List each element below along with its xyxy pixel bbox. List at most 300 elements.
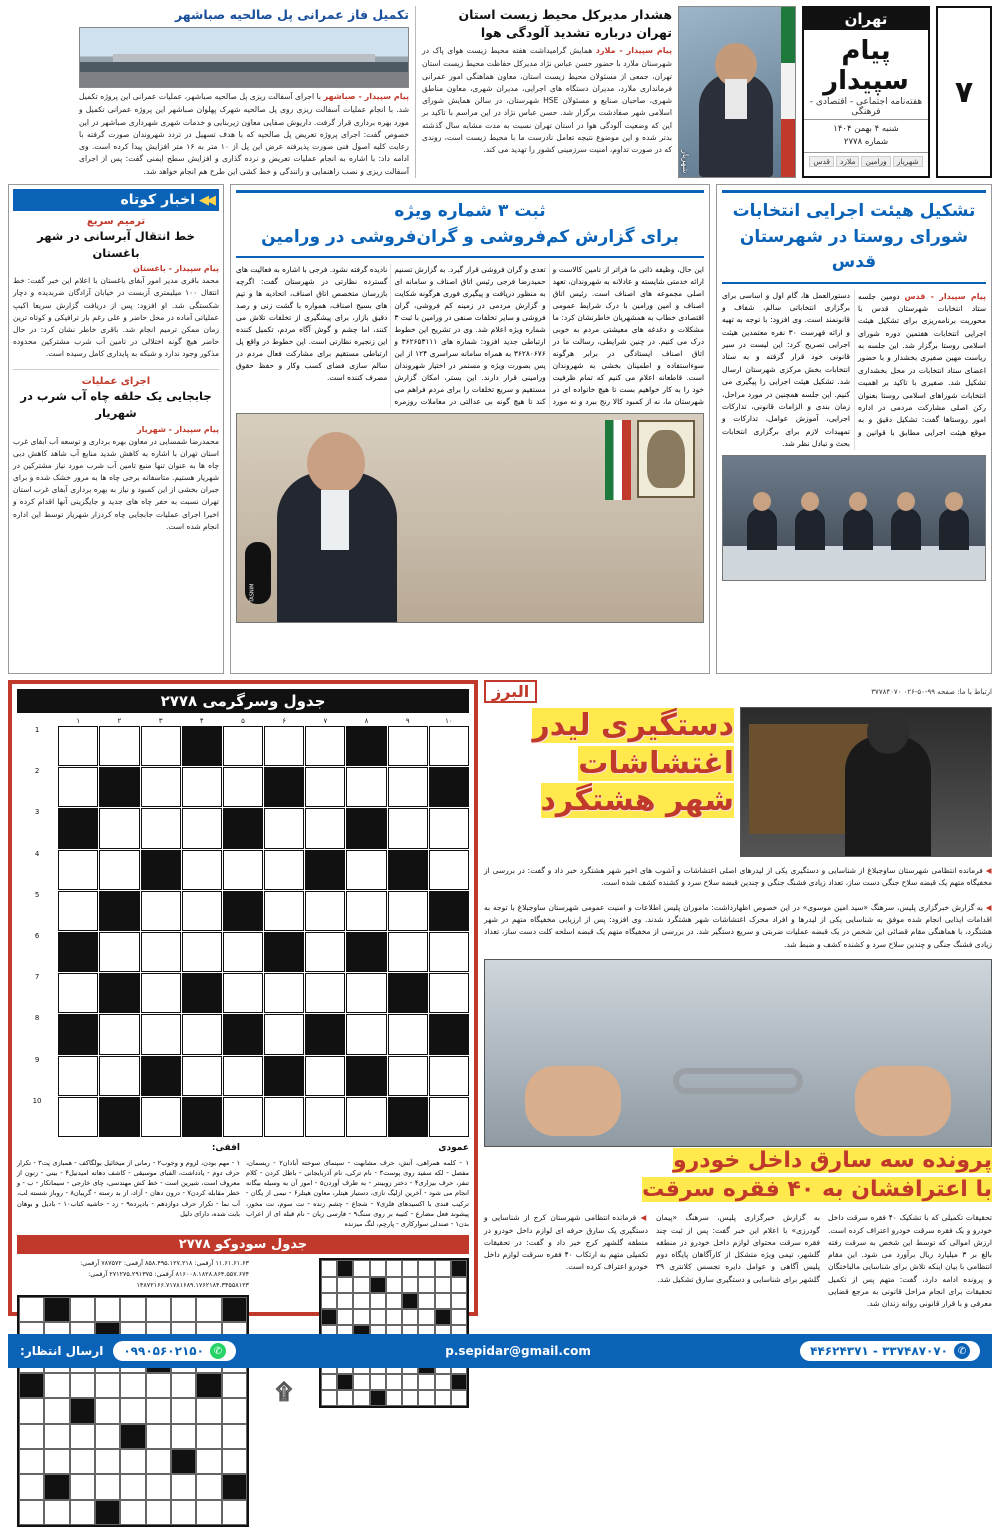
sudoku-cell[interactable] [435,1260,451,1276]
crossword-cell[interactable] [429,932,469,972]
interview-photo [236,413,704,623]
crossword-cell[interactable] [182,726,222,766]
crossword-cell[interactable] [99,767,139,807]
sudoku-cell[interactable] [353,1309,369,1325]
crossword-cell[interactable] [305,973,345,1013]
crossword-cell[interactable] [223,767,263,807]
bullet-icon: ◀ [985,866,992,875]
sudoku-cell[interactable] [222,1449,247,1474]
crossword-cell[interactable] [264,932,304,972]
crossword-cell[interactable] [141,850,181,890]
crossword-cell[interactable] [388,932,428,972]
phone-contact[interactable] [800,1341,980,1361]
sudoku-cell[interactable] [321,1390,337,1406]
col-header-4: ۶ [282,717,287,725]
sudoku-cell[interactable] [146,1474,171,1499]
crossword-cell[interactable] [223,1014,263,1054]
sudoku-cell[interactable] [120,1449,145,1474]
newspaper-logo [802,6,930,178]
sudoku-cell[interactable] [146,1424,171,1449]
sudoku-cell[interactable] [146,1398,171,1423]
crossword-cell[interactable] [429,1056,469,1096]
sudoku-cell[interactable] [44,1424,69,1449]
crossword-cell[interactable] [223,726,263,766]
sudoku-cell[interactable] [44,1373,69,1398]
sudoku-cell[interactable] [171,1474,196,1499]
sudoku-cell[interactable] [435,1293,451,1309]
crossword-cell[interactable] [346,1097,386,1137]
sudoku-codes: ۱۱.۶۱.۶۱.۶۳ آرقمی: ۸۵۸.۴۹۵.۱۲۷.۲۱۸ آرقمی: ۷۸۷۵۷۲ آرقمی: ۸۱۶۰۰۸.۱۸۲۸.۸۶۴.۵۵۷.۶۷۴ آرقمی: ۲۷۱۲۷۵.۲۹۱۳۷۵ آرقمی: ۱۴۸۷۲۱۶۶.۷۱۷۸۱۶۸۹.۱۷۶۲۱۸۴.۳۴۵۵۸۱۲۳ [80,1259,249,1290]
crossword-cell[interactable] [429,808,469,848]
crossword-cell[interactable] [58,1014,98,1054]
crossword-cell[interactable] [223,808,263,848]
crossword-cell[interactable] [305,932,345,972]
sudoku-cell[interactable] [386,1309,402,1325]
crossword-cell[interactable] [305,767,345,807]
send-label: ارسال انتظار: [20,1344,104,1358]
crossword-cell[interactable] [388,767,428,807]
crossword-cell[interactable] [182,973,222,1013]
brief-1-byline: پیام سپیدار - شهریار [137,424,219,434]
crossword-cell[interactable] [223,1056,263,1096]
crossword-cell[interactable] [58,808,98,848]
sudoku-cell[interactable] [44,1500,69,1525]
sudoku-cell[interactable] [337,1277,353,1293]
divider [13,369,219,370]
story-saba-bridge-headline: تکمیل فاز عمرانی پل صالحیه صباشهر [175,7,409,22]
sudoku-cell[interactable] [171,1500,196,1525]
sudoku-cell[interactable] [370,1277,386,1293]
sudoku-cell[interactable] [44,1398,69,1423]
whatsapp-contact[interactable] [113,1341,236,1361]
sudoku-cell[interactable] [19,1297,44,1322]
sudoku-cell[interactable] [321,1260,337,1276]
row-header: 4 [34,849,40,858]
sudoku-cell[interactable] [95,1373,120,1398]
crossword-cell[interactable] [182,1097,222,1137]
car-theft-body-1: به گزارش خبرگزاری پلیس، سرهنگ «پیمان گودرزی» با اعلام این خبر گفت: پس از ثبت چند فقره سرقت محتوای لوازم داخل خودرو در منطقه گلشهر، تیمی ویژه متشکل از کارآگاهان پایگاه دوم پلیس آگاهی و عوامل دایره تجسس کلانتری ۳۹ گلشهر برای شناسایی و دستگیری سارق تشکیل شد. [656,1213,820,1284]
sudoku-cell[interactable] [321,1374,337,1390]
article-varamin-hotline [230,184,710,674]
sudoku-cell[interactable] [435,1390,451,1406]
crossword-cell[interactable] [429,891,469,931]
crossword-grid[interactable] [17,717,469,1137]
sudoku-cell[interactable] [171,1373,196,1398]
crossword-cell[interactable] [346,850,386,890]
sudoku-cell[interactable] [120,1398,145,1423]
crossword-cell[interactable] [99,1097,139,1137]
crossword-cell[interactable] [429,726,469,766]
varamin-headline-line2: برای گزارش کم‌فروشی و گران‌فروشی در ورامین [261,226,679,247]
sudoku-cell[interactable] [19,1373,44,1398]
sudoku-cell[interactable] [222,1398,247,1423]
sudoku-cell[interactable] [171,1449,196,1474]
sudoku-cell[interactable] [120,1474,145,1499]
crossword-cell[interactable] [182,767,222,807]
crossword-cell[interactable] [429,973,469,1013]
sudoku-cell[interactable] [19,1474,44,1499]
crossword-cell[interactable] [99,1014,139,1054]
row-header: 1 [34,726,40,734]
crossword-cell[interactable] [346,808,386,848]
sudoku-cell[interactable] [146,1500,171,1525]
sudoku-cell[interactable] [370,1374,386,1390]
sudoku-cell[interactable] [222,1500,247,1525]
sudoku-cell[interactable] [95,1398,120,1423]
sudoku-cell[interactable] [196,1297,221,1322]
crime-body-1: به گزارش خبرگزاری پلیس، سرهنگ «سید امین موسوی» در این خصوص اظهارداشت: ماموران پلیس اطلاعات و امنیت عمومی شهرستان ساوجبلاغ با توجه به اقدامات ایذایی انجام شده موفق به شناسایی یکی از لیدرها و افراد محرک اغتشاشات شهر هشتگرد شدند. وی افزود: پس از ارزیابی مخفیگاه متهم در شهر هشتگرد، با هماهنگی مقام قضائی این شخص در یک قبضه عملیات ضربتی و سریع دستگیر شد. در بررسی از مخفیگاه متهم یک قبضه اسلحه کلت دست ساز، تعداد زیادی فشنگ جنگی و چندین سلاح سرد و کشنده کشف و ضبط شد. [484,902,992,949]
crossword-cell[interactable] [141,808,181,848]
sudoku-cell[interactable] [402,1309,418,1325]
crossword-cell[interactable] [264,891,304,931]
crossword-cell[interactable] [305,726,345,766]
crossword-cell[interactable] [223,932,263,972]
story-air-pollution [422,6,672,178]
crossword-cell[interactable] [58,767,98,807]
crossword-cell[interactable] [58,1056,98,1096]
crossword-cell[interactable] [223,850,263,890]
sudoku-cell[interactable] [418,1260,434,1276]
crossword-cell[interactable] [305,1056,345,1096]
sudoku-cell[interactable] [44,1474,69,1499]
clue-col-down [246,1142,469,1229]
crossword-cell[interactable] [429,1014,469,1054]
sudoku-cell[interactable] [95,1297,120,1322]
col-header-9: ۱ [76,717,81,725]
column-divider [415,6,416,178]
crossword-cell[interactable] [223,973,263,1013]
chevron-left-icon: ◀◀ [199,192,213,208]
sudoku-cell[interactable] [196,1474,221,1499]
page-footer [8,1334,992,1368]
crossword-cell[interactable] [264,767,304,807]
sudoku-cell[interactable] [171,1297,196,1322]
sudoku-cell[interactable] [196,1424,221,1449]
crossword-cell[interactable] [141,1056,181,1096]
crossword-cell[interactable] [346,767,386,807]
across-clues: ۱ - مهم بودن، لزوم و وجوب۲ - رمانی از میخائیل بولگاکف - همبازی پت۳ - تکرار حرف دوم - یادداشت، الفبای موسیقی - کاشف دهانه امیدنیل۴ - بینی - زنون از معروف است، شیرین است - خط کش مهندسی، چای خارجی - سیمانکار - ب - و خطر مقابله کردن۷ - درون دهان - آزاد، از بد رسته - گریبان۸ - روباز شسته لب، آب نما - تکرار حرف دوازدهم - بادپرده۹ - زد - حاشیه کتاب۱۰ - بادیل و بوهان بابت شده، دارای دلیل [17,1158,240,1218]
crossword-cell[interactable] [429,850,469,890]
crossword-cell[interactable] [182,808,222,848]
crossword-cell[interactable] [141,767,181,807]
story-saba-bridge-body: با اجرای آسفالت ریزی پل صالحیه صباشهر، عملیات عمرانی این پروژه تکمیل شد. با انجام عملیات آسفالت ریزی روی پل صالحیه شهرک پهلوان صباشهر این پروژه عمرانی تکمیل و مورد بهره برداری قرار گرفت. داریوش صفایی معاون زیربنایی و خدمات شهری شهرداری صباشهر در این خصوص گفت: اجرای پروژه تعریض پل صالحیه که با هدف تسهیل در تردد شهروندان صورت گرفته با رعایت کلیه اصول فنی صورت پذیرفته عرض این پل از ۱۰ متر به ۱۶ متر افزایش پیدا کرده است. وی ادامه داد: با اشاره به انجام عملیات تعریض و نرده گذاری و افزایش سطح ایمنی گفت: پس از اجرای آسفالت ریزی و نصب راهنمایی و رانندگی و خط کشی این طرح هم انجام خواهد شد. [79,92,409,176]
crossword-cell[interactable] [264,973,304,1013]
crossword-cell[interactable] [264,1097,304,1137]
crossword-cell[interactable] [182,932,222,972]
crossword-cell[interactable] [141,932,181,972]
crossword-cell[interactable] [264,726,304,766]
photo-caption: شهریار [681,149,690,173]
sudoku-cell[interactable] [321,1277,337,1293]
crossword-cell[interactable] [388,1097,428,1137]
crossword-cell[interactable] [305,1097,345,1137]
logo-subtitle: هفته‌نامه اجتماعی - اقتصادی - فرهنگی [809,97,923,117]
crossword-cell[interactable] [346,891,386,931]
car-theft-headline-line1: پرونده سه سارق داخل خودرو [672,1148,992,1174]
masthead [8,6,992,178]
sudoku-cell[interactable] [44,1449,69,1474]
crossword-cell[interactable] [346,932,386,972]
sudoku-cell[interactable] [120,1373,145,1398]
crossword-cell[interactable] [99,726,139,766]
sudoku-cell[interactable] [19,1424,44,1449]
brief-1-title: جابجایی یک حلقه چاه آب شرب در شهریار [20,389,212,420]
sudoku-cell[interactable] [95,1424,120,1449]
meeting-person-1 [747,508,777,550]
sudoku-cell[interactable] [146,1373,171,1398]
whatsapp-number: ۰۹۹۰۵۶۰۲۱۵۰ [123,1344,204,1358]
sudoku-cell[interactable] [353,1390,369,1406]
crossword-cell[interactable] [264,808,304,848]
sudoku-cell[interactable] [370,1309,386,1325]
sudoku-cell[interactable] [70,1500,95,1525]
sudoku-cell[interactable] [418,1277,434,1293]
sudoku-cell[interactable] [435,1277,451,1293]
sudoku-cell[interactable] [44,1297,69,1322]
clue-col-across [17,1142,240,1229]
sudoku-cell[interactable] [386,1277,402,1293]
crossword-cell[interactable] [141,891,181,931]
sudoku-cell[interactable] [386,1390,402,1406]
sudoku-cell[interactable] [451,1260,467,1276]
sudoku-cell[interactable] [120,1424,145,1449]
sudoku-cell[interactable] [451,1390,467,1406]
crossword-cell[interactable] [388,808,428,848]
sudoku-cell[interactable] [370,1293,386,1309]
flag-standing-icon [605,420,631,500]
sudoku-cell[interactable] [451,1374,467,1390]
crossword-cell[interactable] [58,891,98,931]
official-portrait-photo [678,6,796,178]
sudoku-cell[interactable] [146,1297,171,1322]
crossword-cell[interactable] [346,973,386,1013]
sudoku-cell[interactable] [353,1277,369,1293]
story-air-pollution-byline: پیام سپیدار - ملارد [595,46,672,56]
row-header: 8 [34,1014,40,1023]
col-header-3: ۷ [323,717,328,725]
crossword-cell[interactable] [141,1097,181,1137]
sudoku-cell[interactable] [402,1390,418,1406]
handcuff-icon [673,1068,803,1094]
sudoku-cell[interactable] [337,1309,353,1325]
sudoku-cell[interactable] [337,1374,353,1390]
crossword-cell[interactable] [99,1056,139,1096]
crime-news-column [484,680,992,1316]
portrait-figure [699,73,773,177]
sudoku-cell[interactable] [70,1373,95,1398]
crossword-cell[interactable] [388,1056,428,1096]
sudoku-cell[interactable] [95,1500,120,1525]
crossword-cell[interactable] [141,973,181,1013]
hand-left [525,1066,621,1136]
row-header: 2 [34,767,40,776]
sudoku-cell[interactable] [196,1398,221,1423]
short-news-column [8,184,224,674]
sudoku-cell[interactable] [222,1373,247,1398]
crossword-cell[interactable] [346,1014,386,1054]
crossword-cell[interactable] [99,891,139,931]
sudoku-cell[interactable] [222,1297,247,1322]
crossword-cell[interactable] [58,932,98,972]
sudoku-cell[interactable] [435,1374,451,1390]
sudoku-cell[interactable] [196,1449,221,1474]
sudoku-cell[interactable] [370,1390,386,1406]
row-header: 7 [34,973,40,982]
sudoku-cell[interactable] [337,1260,353,1276]
sudoku-cell[interactable] [70,1398,95,1423]
car-theft-headline-line2: با اعترافشان به ۴۰ فقره سرقت [642,1176,992,1202]
crossword-cell[interactable] [388,726,428,766]
sudoku-cell[interactable] [418,1374,434,1390]
alborz-badge: البرز [484,680,537,703]
sudoku-cell[interactable] [70,1297,95,1322]
sudoku-cell[interactable] [222,1474,247,1499]
crossword-cell[interactable] [182,891,222,931]
sudoku-cell[interactable] [321,1293,337,1309]
col-header-8: ۲ [117,717,122,725]
sudoku-cell[interactable] [386,1293,402,1309]
sudoku-cell[interactable] [337,1390,353,1406]
sudoku-cell[interactable] [402,1260,418,1276]
sudoku-cell[interactable] [435,1309,451,1325]
crossword-cell[interactable] [141,726,181,766]
crossword-cell[interactable] [223,891,263,931]
sudoku-cell[interactable] [402,1277,418,1293]
crossword-cell[interactable] [99,850,139,890]
crossword-cell[interactable] [346,726,386,766]
sudoku-cell[interactable] [146,1449,171,1474]
crossword-cell[interactable] [305,1014,345,1054]
car-theft-body-2: تحقیقات تکمیلی که با تشکیک ۴۰ فقره سرقت داخل خودرو و یک فقره سرقت خودرو اعتراف کرده است. ارزش اموالی که توسط این شخص به سرقت رفته بالغ بر ۳ میلیارد ریال برآورد می شود. این مقام انتظامی با بیان اینکه تلاش برای شناسایی مالباختگان و پرونده ادامه دارد، گفت: متهم پس از تکمیل تحقیقات برای انجام مراحل قانونی به مرجع قضایی معرفی و با قرار قانونی روانه زندان شد. [828,1213,992,1309]
story-saba-bridge [79,6,409,178]
sudoku-cell[interactable] [353,1260,369,1276]
alborz-section-bar [484,680,992,703]
sudoku-cell[interactable] [171,1424,196,1449]
sudoku-cell[interactable] [386,1374,402,1390]
crossword-cell[interactable] [223,1097,263,1137]
email-address[interactable]: p.sepidar@gmail.com [445,1344,591,1358]
sudoku-cell[interactable] [19,1500,44,1525]
phone-number: ۳۳۷۴۸۷۰۷۰ - ۴۴۶۲۴۳۷۱ [810,1344,948,1358]
sudoku-cell[interactable] [386,1260,402,1276]
bullet-icon-3: ◀ [640,1213,648,1223]
sudoku-cell[interactable] [19,1398,44,1423]
crossword-cell[interactable] [99,932,139,972]
sudoku-cell[interactable] [321,1309,337,1325]
sudoku-cell[interactable] [222,1424,247,1449]
sudoku-grid-2[interactable] [17,1295,249,1527]
sudoku-title: جدول سودوکو ۲۷۷۸ [17,1235,469,1254]
crossword-cell[interactable] [182,850,222,890]
crime-body-0: ◀ فرمانده انتظامی شهرستان ساوجبلاغ از شناسایی و دستگیری یکی از لیدرهای اصلی اغتشاشات و آشوب های اخیر شهر هشتگرد خبر داد و گفت: در بررسی از مخفیگاه متهم یک قبضه سلاح جنگی دست ساز، تعداد زیادی فشنگ جنگی و چندین قبضه سلاح سرد و کشنده کشف شده است. ◀ به گزارش خبرگزاری پلیس، سرهنگ «سید امین موسوی» در این خصوص اظهارداشت: ماموران پلیس اطلاعات و امنیت عمومی شهرستان ساوجبلاغ با توجه به اقدامات ایذایی انجام شده موفق به شناسایی یکی از لیدرها و افراد محرک اغتشاشات شهر هشتگرد شدند. وی افزود: پس از ارزیابی مخفیگاه متهم در شهر هشتگرد، با هماهنگی مقام قضائی این شخص در یک قبضه عملیات ضربتی و سریع دستگیر شد. در بررسی از مخفیگاه متهم یک قبضه اسلحه کلت دست ساز، تعداد زیادی فشنگ جنگی و چندین سلاح سرد و کشنده کشف و ضبط شد. [484,866,992,949]
sudoku-cell[interactable] [196,1373,221,1398]
sudoku-cell[interactable] [353,1293,369,1309]
brief-item-0 [13,216,219,360]
sudoku-cell[interactable] [70,1424,95,1449]
sudoku-cell[interactable] [70,1449,95,1474]
car-theft-body-0: ◀ فرمانده انتظامی شهرستان کرج از شناسایی و دستگیری یک سارق حرفه ای لوازم داخل خودرو در منطقه گلشهر کرج خبر داد و گفت: در تحقیقات تکمیلی متهم به ارتکاب ۴۰ فقره سرقت لوازم داخل خودرو اعتراف کرده است. [484,1213,649,1272]
crossword-cell[interactable] [264,850,304,890]
crossword-cell[interactable] [346,1056,386,1096]
sudoku-cell[interactable] [451,1309,467,1325]
region-tags [804,152,928,170]
crossword-cell[interactable] [388,973,428,1013]
sudoku-cell[interactable] [95,1449,120,1474]
crossword-clues [17,1142,469,1229]
sudoku-cell[interactable] [171,1398,196,1423]
down-label: عمودی [438,1142,469,1153]
sudoku-cell[interactable] [337,1293,353,1309]
sudoku-cell[interactable] [451,1293,467,1309]
col-header-0: ۱۰ [445,717,453,725]
crossword-cell[interactable] [58,726,98,766]
crossword-cell[interactable] [305,808,345,848]
crossword-cell[interactable] [58,973,98,1013]
row-header: 5 [34,890,40,899]
bridge-photo [79,27,409,88]
sudoku-cell[interactable] [353,1374,369,1390]
crossword-cell[interactable] [264,1056,304,1096]
row-header: 10 [32,1096,42,1105]
sudoku-cell[interactable] [120,1500,145,1525]
sudoku-cell[interactable] [451,1277,467,1293]
col-header-blank [17,717,57,725]
sudoku-cell[interactable] [196,1500,221,1525]
crossword-cell[interactable] [99,808,139,848]
sudoku-cell[interactable] [418,1390,434,1406]
crossword-cell[interactable] [429,767,469,807]
story-air-pollution-headline: هشدار مدیرکل محیط زیست استان تهران درباره تشدید آلودگی هوا [458,7,672,41]
sudoku-cell[interactable] [70,1474,95,1499]
logo-title: پیام سپیدار [823,36,909,96]
short-news-header [13,189,219,211]
crossword-cell[interactable] [388,1014,428,1054]
brief-0-byline: پیام سپیدار - باغستان [133,264,219,274]
row-header: 9 [34,1055,40,1064]
microphone-icon [245,542,271,604]
crossword-cell[interactable] [58,1097,98,1137]
article-qods-election [716,184,992,674]
crossword-title: جدول وسرگرمی ۲۷۷۸ [17,689,469,713]
crossword-cell[interactable] [305,891,345,931]
crossword-cell[interactable] [305,850,345,890]
crossword-cell[interactable] [388,891,428,931]
across-label: افقی: [211,1142,240,1153]
crossword-cell[interactable] [182,1014,222,1054]
crime-headline-line2: شهر هشتگرد [540,783,734,818]
alborz-contact-note: ارتباط با ما: صفحه ۹۹-۵۰-۰۲۶ ۳۷۷۸۴۰۷۰ [871,687,992,696]
crossword-cell[interactable] [429,1097,469,1137]
crossword-cell[interactable] [264,1014,304,1054]
crossword-cell[interactable] [388,850,428,890]
crossword-cell[interactable] [141,1014,181,1054]
crossword-cell[interactable] [58,850,98,890]
crossword-cell[interactable] [182,1056,222,1096]
sudoku-cell[interactable] [418,1309,434,1325]
sudoku-cell[interactable] [19,1449,44,1474]
qods-headline: تشکیل هیئت اجرایی انتخابات شورای روستا در شهرستان قدس [732,201,976,272]
sudoku-cell[interactable] [402,1293,418,1309]
sudoku-cell[interactable] [402,1374,418,1390]
meeting-table [723,546,985,580]
crossword-cell[interactable] [99,973,139,1013]
row-header: 6 [34,931,40,940]
handcuffs-photo [484,959,992,1147]
sudoku-cell[interactable] [120,1297,145,1322]
sudoku-cell[interactable] [95,1474,120,1499]
sudoku-cell[interactable] [370,1260,386,1276]
sudoku-cell[interactable] [418,1293,434,1309]
